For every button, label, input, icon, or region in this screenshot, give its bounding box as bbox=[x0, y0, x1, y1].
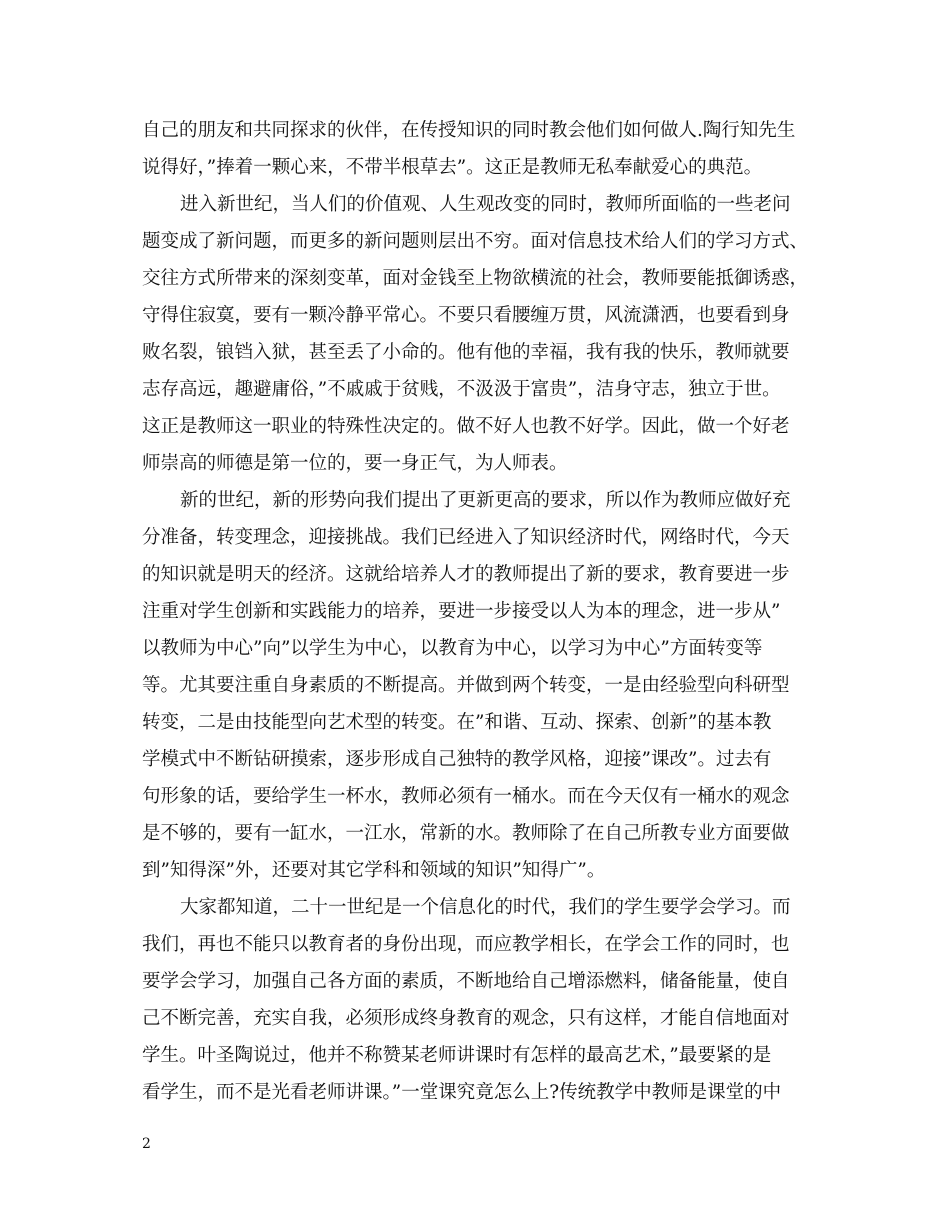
text-line: 等。尤其要注重自身素质的不断提高。并做到两个转变，一是由经验型向科研型 bbox=[142, 675, 790, 696]
text-line: 以教师为中心”向”以学生为中心，以教育为中心，以学习为中心”方面转变等 bbox=[142, 638, 763, 659]
text-line: 志存高远，趣避庸俗，”不戚戚于贫贱，不汲汲于富贵”，洁身守志，独立于世。 bbox=[142, 379, 781, 400]
text-line: 说得好，”捧着一颗心来，不带半根草去”。这正是教师无私奉献爱心的典范。 bbox=[142, 157, 763, 178]
text-line: 守得住寂寞，要有一颗冷静平常心。不要只看腰缠万贯，风流潇洒，也要看到身 bbox=[142, 305, 790, 326]
text-line: 分准备，转变理念，迎接挑战。我们已经进入了知识经济时代，网络时代，今天 bbox=[142, 527, 790, 548]
text-line: 题变成了新问题，而更多的新问题则层出不穷。面对信息技术给人们的学习方式、 bbox=[142, 231, 809, 252]
text-line: 学生。叶圣陶说过，他并不称赞某老师讲课时有怎样的最高艺术，”最要紧的是 bbox=[142, 1045, 772, 1066]
text-line: 句形象的话，要给学生一杯水，教师必须有一桶水。而在今天仅有一桶水的观念 bbox=[142, 786, 790, 807]
text-line: 大家都知道，二十一世纪是一个信息化的时代，我们的学生要学会学习。而 bbox=[180, 897, 791, 918]
text-line: 的知识就是明天的经济。这就给培养人才的教师提出了新的要求，教育要进一步 bbox=[142, 564, 790, 585]
text-line: 转变，二是由技能型向艺术型的转变。在”和谐、互动、探索、创新”的基本教 bbox=[142, 712, 772, 733]
text-line: 败名裂，锒铛入狱，甚至丢了小命的。他有他的幸福，我有我的快乐，教师就要 bbox=[142, 342, 790, 363]
text-line: 己不断完善，充实自我，必须形成终身教育的观念，只有这样，才能自信地面对 bbox=[142, 1008, 790, 1029]
text-line: 进入新世纪，当人们的价值观、人生观改变的同时，教师所面临的一些老问 bbox=[180, 194, 791, 215]
body-text bbox=[142, 112, 814, 1111]
text-line: 新的世纪，新的形势向我们提出了更新更高的要求，所以作为教师应做好充 bbox=[180, 490, 791, 511]
text-line: 师崇高的师德是第一位的，要一身正气，为人师表。 bbox=[142, 453, 568, 474]
text-line: 到”知得深”外，还要对其它学科和领域的知识”知得广”。 bbox=[142, 860, 606, 881]
text-line: 要学会学习，加强自己各方面的素质，不断地给自己增添燃料，储备能量，使自 bbox=[142, 971, 790, 992]
text-line: 看学生，而不是光看老师讲课。”一堂课究竟怎么上?传统教学中教师是课堂的中 bbox=[142, 1082, 782, 1103]
text-line: 我们，再也不能只以教育者的身份出现，而应教学相长，在学会工作的同时，也 bbox=[142, 934, 790, 955]
page-number: 2 bbox=[142, 1136, 151, 1152]
text-line: 这正是教师这一职业的特殊性决定的。做不好人也教不好学。因此，做一个好老 bbox=[142, 416, 790, 437]
text-line: 学模式中不断钻研摸索，逐步形成自己独特的教学风格，迎接”课改”。过去有 bbox=[142, 749, 772, 770]
text-line: 自己的朋友和共同探求的伙伴，在传授知识的同时教会他们如何做人.陶行知先生 bbox=[142, 120, 796, 141]
text-line: 注重对学生创新和实践能力的培养，要进一步接受以人为本的理念，进一步从” bbox=[142, 601, 781, 622]
text-line: 是不够的，要有一缸水，一江水，常新的水。教师除了在自己所教专业方面要做 bbox=[142, 823, 790, 844]
text-line: 交往方式所带来的深刻变革，面对金钱至上物欲横流的社会，教师要能抵御诱惑， bbox=[142, 268, 809, 289]
